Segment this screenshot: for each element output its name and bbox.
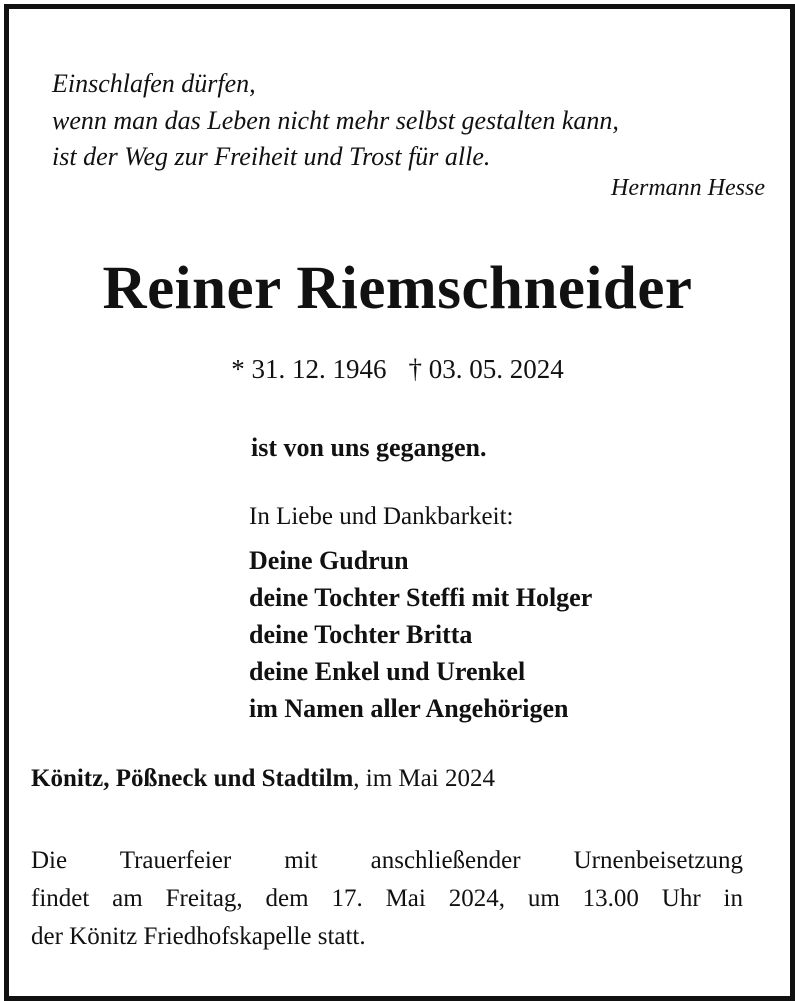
ceremony-line: der Könitz Friedhofskapelle statt. (31, 923, 366, 950)
death-date: † 03. 05. 2024 (408, 354, 564, 384)
mourners-intro: In Liebe und Dankbarkeit: (249, 503, 514, 530)
ceremony-line: Die Trauerfeier mit anschließender Urnenbeisetzung (31, 847, 743, 874)
announcement-text: ist von uns gegangen. (251, 433, 487, 462)
deceased-name: Reiner Riemschneider (102, 255, 693, 322)
mourner-name: deine Tochter Steffi mit Holger (249, 583, 593, 612)
mourner-name: im Namen aller Angehörigen (249, 694, 569, 723)
month-date: , im Mai 2024 (353, 765, 495, 792)
quote-line: ist der Weg zur Freiheit und Trost für alle. (52, 142, 491, 171)
place-names: Könitz, Pößneck und Stadtilm (31, 765, 354, 792)
ceremony-line: findet am Freitag, dem 17. Mai 2024, um 13.00 Uhr in (31, 885, 743, 912)
birth-date: * 31. 12. 1946 (231, 354, 387, 384)
mourner-name: Deine Gudrun (249, 546, 409, 575)
quote-author: Hermann Hesse (611, 175, 765, 201)
quote-line: wenn man das Leben nicht mehr selbst gestalten kann, (52, 106, 619, 135)
quote-line: Einschlafen dürfen, (52, 69, 256, 98)
place-date-line (31, 765, 495, 793)
life-dates (0, 354, 795, 385)
mourner-name: deine Tochter Britta (249, 620, 473, 649)
mourner-name: deine Enkel und Urenkel (249, 657, 526, 686)
